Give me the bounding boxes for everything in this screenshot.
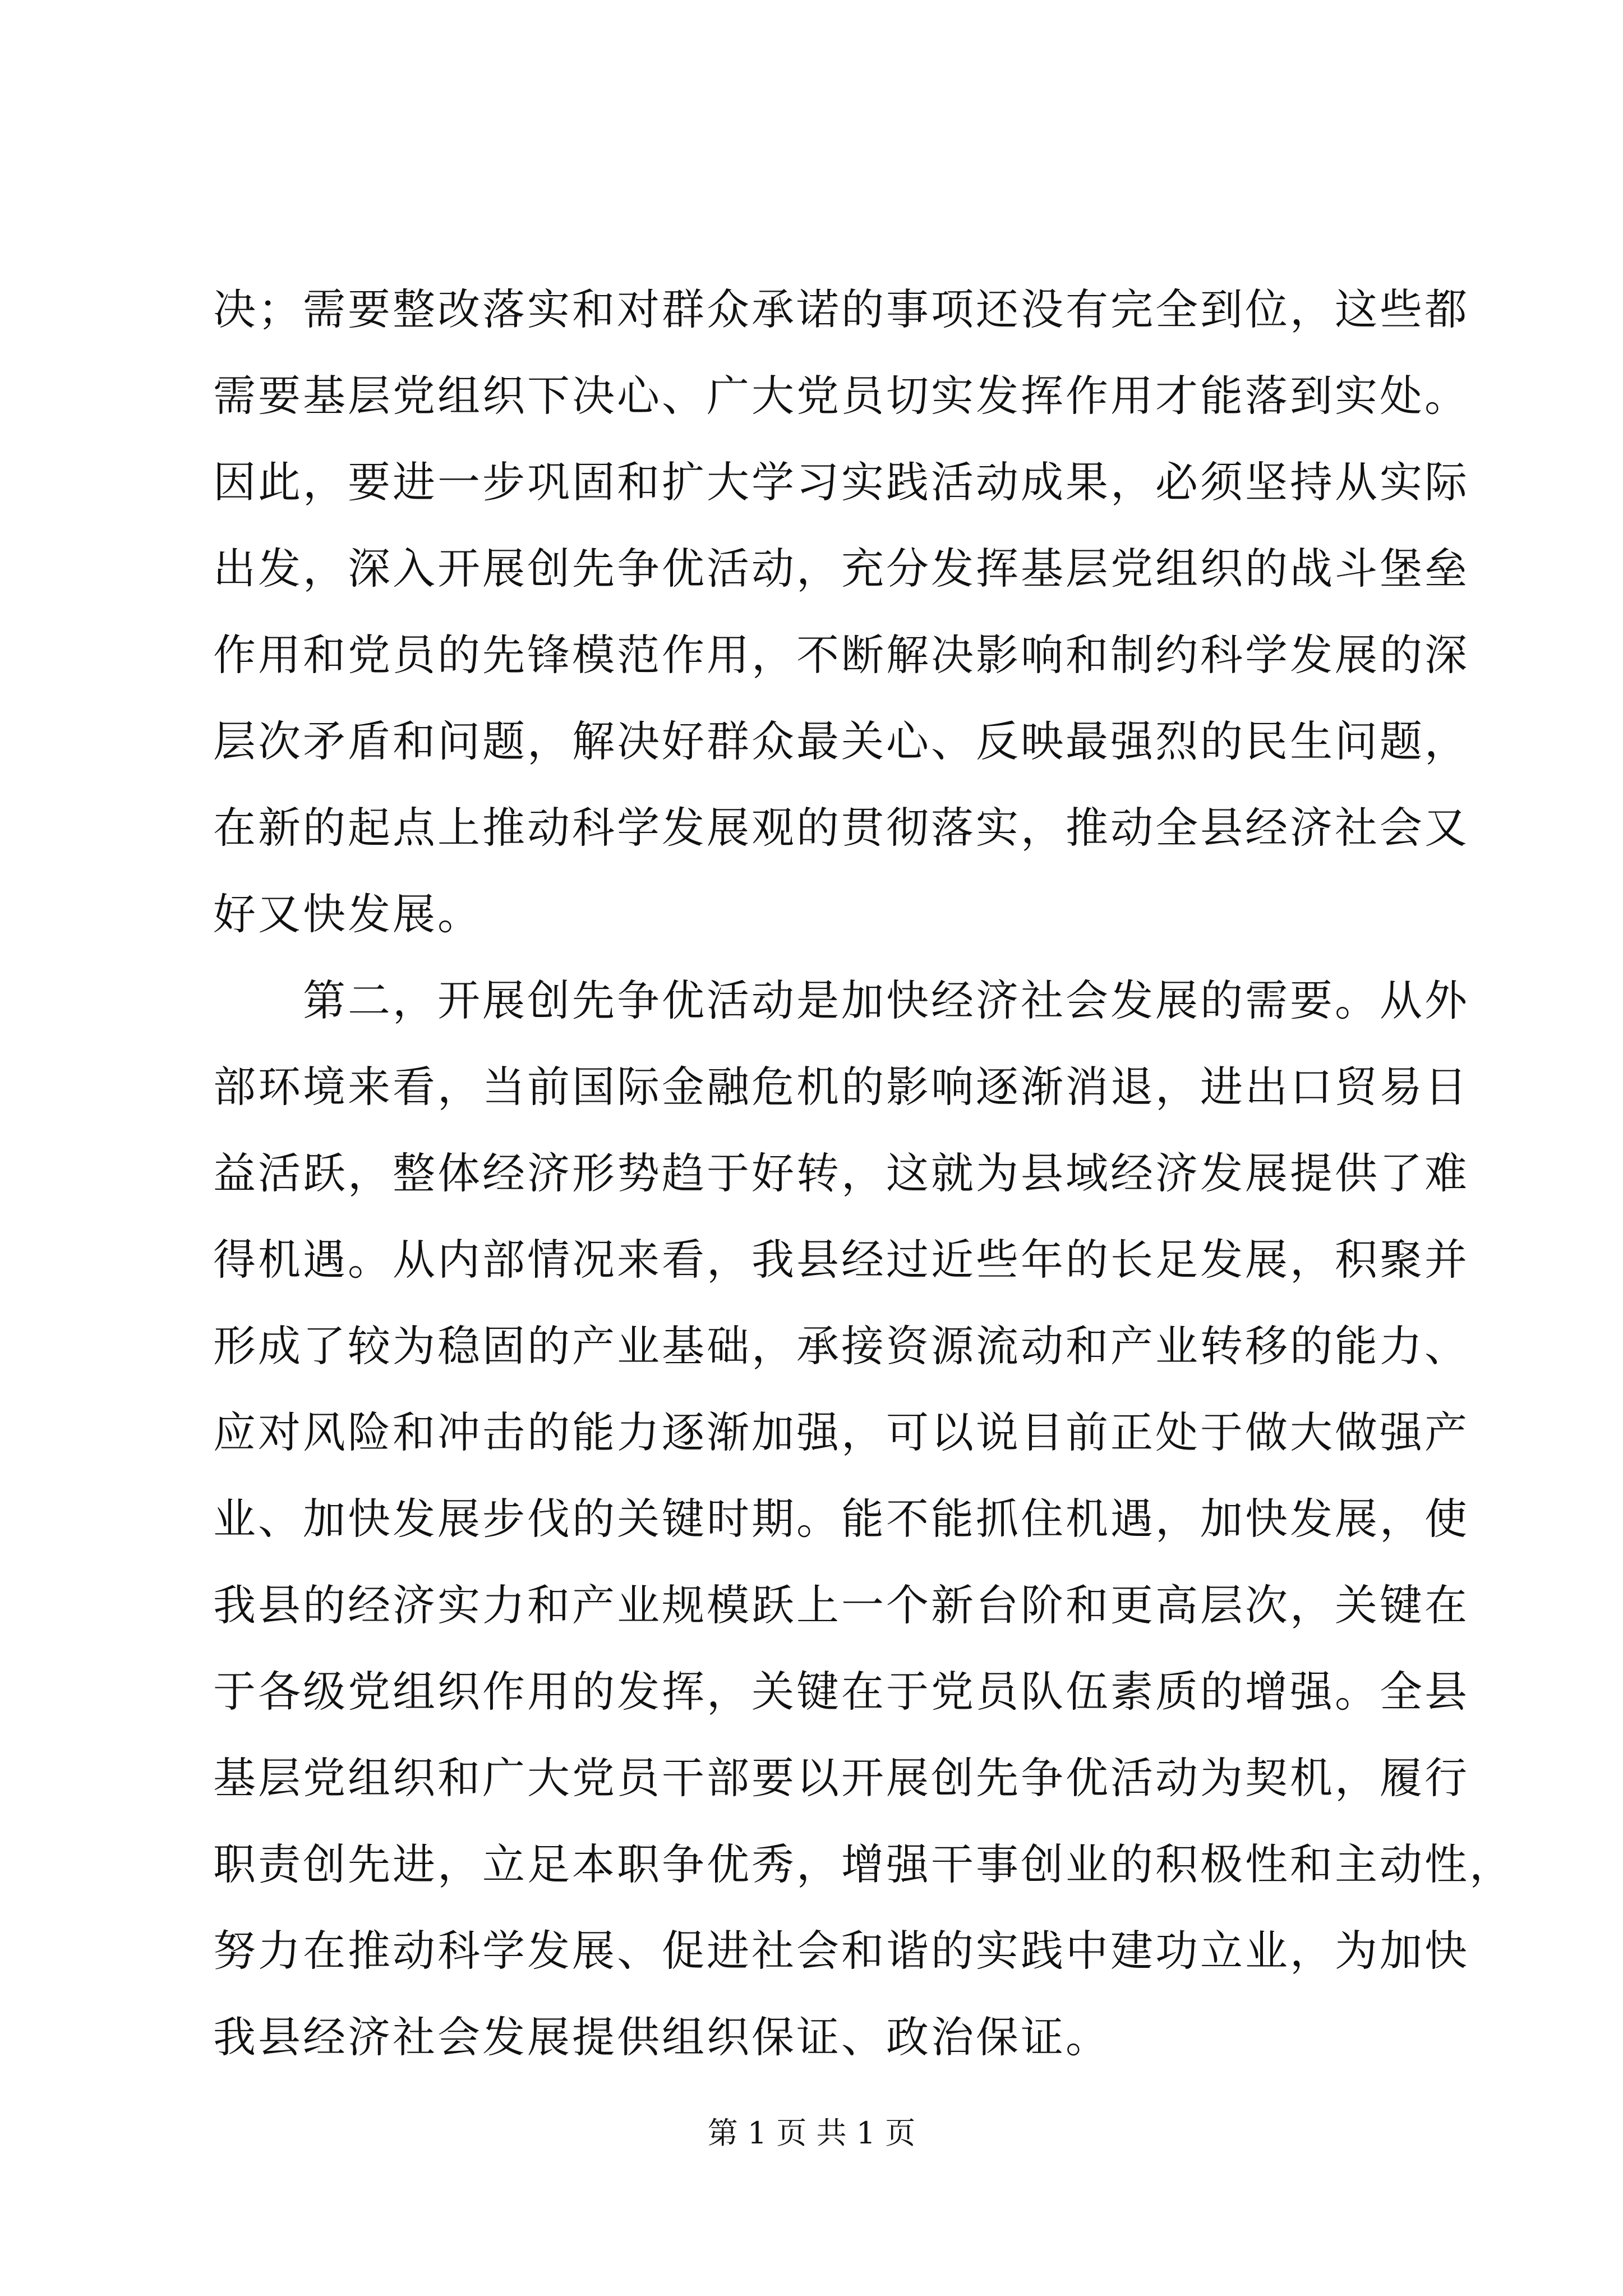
body-line: 应对风险和冲击的能力逐渐加强，可以说目前正处于做大做强产 [213,1407,1469,1457]
body-line: 职责创先进，立足本职争优秀，增强干事创业的积极性和主动性， [213,1839,1514,1889]
body-line: 第二，开展创先争优活动是加快经济社会发展的需要。从外 [213,976,1469,1025]
body-line: 于各级党组织作用的发挥，关键在于党员队伍素质的增强。全县 [213,1667,1469,1717]
body-line: 我县的经济实力和产业规模跃上一个新台阶和更高层次，关键在 [213,1580,1469,1630]
body-line: 层次矛盾和问题，解决好群众最关心、反映最强烈的民生问题， [213,716,1469,766]
body-line: 因此，要进一步巩固和扩大学习实践活动成果，必须坚持从实际 [213,457,1469,507]
body-line: 在新的起点上推动科学发展观的贯彻落实，推动全县经济社会又 [213,803,1469,853]
document-body [213,266,1514,2081]
body-line: 部环境来看，当前国际金融危机的影响逐渐消退，进出口贸易日 [213,1062,1469,1112]
body-line: 基层党组织和广大党员干部要以开展创先争优活动为契机，履行 [213,1753,1469,1803]
body-line: 业、加快发展步伐的关键时期。能不能抓住机遇，加快发展，使 [213,1494,1469,1544]
body-line: 形成了较为稳固的产业基础，承接资源流动和产业转移的能力、 [213,1321,1469,1371]
page-number-label: 第 1 页 共 1 页 [707,2115,916,2151]
body-line: 努力在推动科学发展、促进社会和谐的实践中建功立业，为加快 [213,1926,1469,1976]
body-line: 出发，深入开展创先争优活动，充分发挥基层党组织的战斗堡垒 [213,544,1469,593]
page-footer [0,2114,1623,2153]
body-line: 我县经济社会发展提供组织保证、政治保证。 [213,2012,1110,2062]
body-line: 益活跃，整体经济形势趋于好转，这就为县域经济发展提供了难 [213,1148,1469,1198]
body-line: 作用和党员的先锋模范作用，不断解决影响和制约科学发展的深 [213,630,1469,680]
body-line: 决；需要整改落实和对群众承诺的事项还没有完全到位，这些都 [213,284,1469,334]
body-line: 得机遇。从内部情况来看，我县经过近些年的长足发展，积聚并 [213,1235,1469,1285]
body-line: 需要基层党组织下决心、广大党员切实发挥作用才能落到实处。 [213,371,1469,421]
body-line: 好又快发展。 [213,889,482,939]
